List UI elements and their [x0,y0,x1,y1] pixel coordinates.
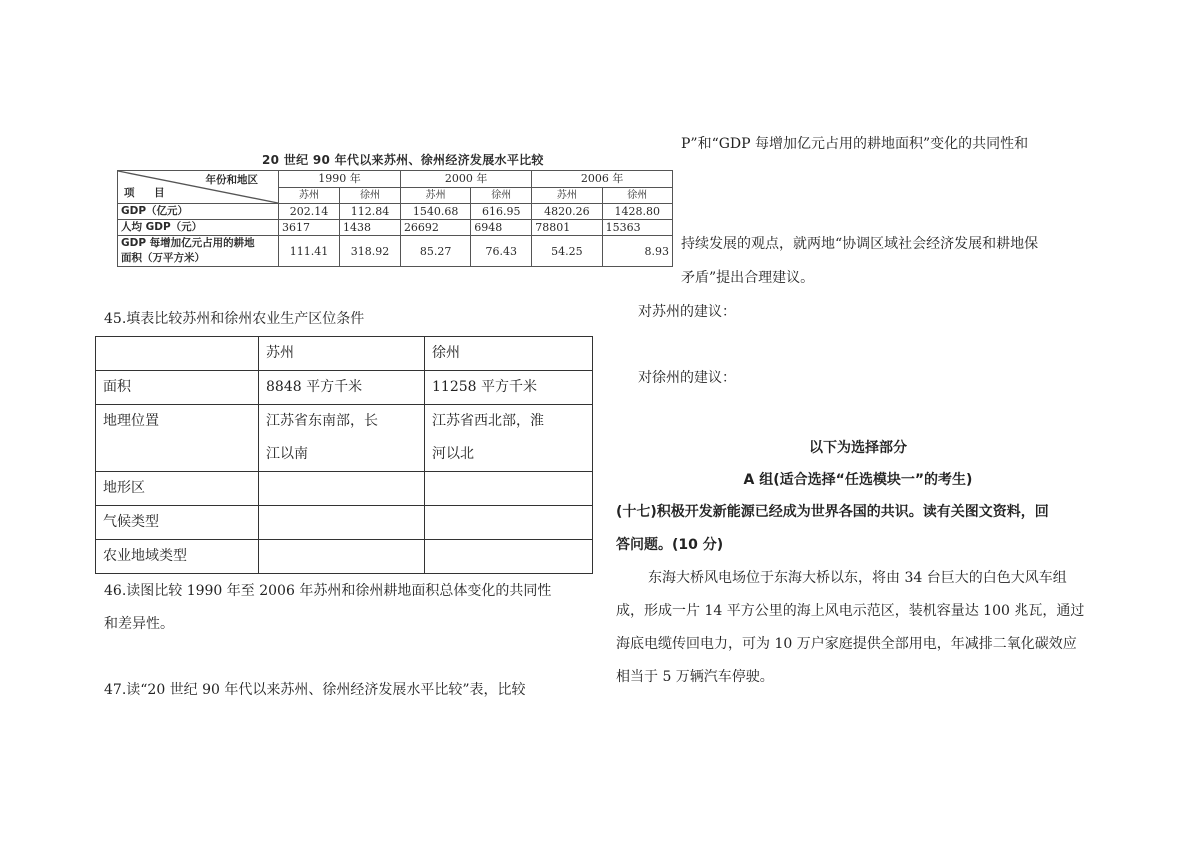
city-header: 徐州 [602,187,672,204]
table-row [96,371,593,405]
row-label: 农业地域类型 [96,540,259,574]
question-47: 47.读“20 世纪 90 年代以来苏州、徐州经济发展水平比较”表，比较 [104,682,526,698]
xuzhou-advice-label: 对徐州的建议： [638,370,736,386]
header-bottom-label: 项 目 [124,187,173,199]
row-label: GDP（亿元） [118,204,279,220]
table-cell: 11258 平方千米 [425,371,593,405]
city-header: 苏州 [400,187,470,204]
answer-cell[interactable] [425,506,593,540]
paragraph-line: 东海大桥风电场位于东海大桥以东，将由 34 台巨大的白色大风车组 [648,570,1067,586]
city-header: 苏州 [279,187,340,204]
question-17-line1: (十七)积极开发新能源已经成为世界各国的共识。读有关图文资料，回 [616,504,1049,520]
table-cell [259,405,425,472]
table-cell: 76.43 [471,236,532,267]
row-label: 人均 GDP（元） [118,220,279,236]
question-46-line1: 46.读图比较 1990 年至 2006 年苏州和徐州耕地面积总体变化的共同性 [104,583,552,599]
economy-comparison-table [117,170,673,267]
city-header: 徐州 [339,187,400,204]
table-cell [96,337,259,371]
city-header: 徐州 [471,187,532,204]
table-cell: 4820.26 [532,204,602,220]
table-cell: 26692 [400,220,470,236]
table-row [118,220,673,236]
paragraph-line: 海底电缆传回电力，可为 10 万户家庭提供全部用电，年减排二氧化碳效应 [616,636,1077,652]
header-top-label: 年份和地区 [205,174,258,186]
row-label: 地理位置 [96,405,259,472]
table-cell: 1438 [339,220,400,236]
answer-cell[interactable] [425,472,593,506]
answer-cell[interactable] [259,506,425,540]
row-label: 气候类型 [96,506,259,540]
cell-line: 河以北 [432,446,474,462]
year-header: 1990 年 [279,171,401,188]
table-row [118,236,673,267]
table-cell: 8848 平方千米 [259,371,425,405]
table-cell: 8.93 [602,236,672,267]
question-17-line2: 答问题。(10 分) [616,537,724,553]
table-row [96,405,593,472]
row-label [118,236,279,267]
row-label: 地形区 [96,472,259,506]
table-cell [425,405,593,472]
row-label-line: GDP 每增加亿元占用的耕地 [121,237,255,249]
table-row [96,337,593,371]
table-cell: 3617 [279,220,340,236]
q48-fragment-line2: 矛盾”提出合理建议。 [681,270,815,286]
section-title: 以下为选择部分 [809,440,907,456]
table-cell: 85.27 [400,236,470,267]
table-row [118,204,673,220]
suzhou-advice-label: 对苏州的建议： [638,304,736,320]
q48-fragment-line1: 持续发展的观点，就两地“协调区域社会经济发展和耕地保 [681,236,1039,252]
question-45: 45.填表比较苏州和徐州农业生产区位条件 [104,311,365,327]
table-cell: 318.92 [339,236,400,267]
table-cell: 1428.80 [602,204,672,220]
location-conditions-table [95,336,593,574]
answer-cell[interactable] [259,472,425,506]
row-label: 面积 [96,371,259,405]
cell-line: 江苏省东南部，长 [266,413,378,429]
year-header: 2000 年 [400,171,531,188]
q47-continuation: P”和“GDP 每增加亿元占用的耕地面积”变化的共同性和 [681,136,1029,152]
question-46-line2: 和差异性。 [104,616,174,632]
table-cell: 1540.68 [400,204,470,220]
table-row [96,540,593,574]
table-cell: 616.95 [471,204,532,220]
table-cell: 111.41 [279,236,340,267]
cell-line: 江以南 [266,446,308,462]
table-cell: 54.25 [532,236,602,267]
answer-cell[interactable] [425,540,593,574]
table-row [96,506,593,540]
year-header: 2006 年 [532,171,673,188]
table-cell: 徐州 [425,337,593,371]
table-cell: 202.14 [279,204,340,220]
paragraph-line: 相当于 5 万辆汽车停驶。 [616,669,774,685]
city-header: 苏州 [532,187,602,204]
table-cell: 112.84 [339,204,400,220]
group-title: A 组(适合选择“任选模块一”的考生) [743,472,973,488]
table-cell: 苏州 [259,337,425,371]
table-row [96,472,593,506]
answer-cell[interactable] [259,540,425,574]
table-cell: 15363 [602,220,672,236]
row-label-line: 面积（万平方米） [121,252,205,264]
table-cell: 6948 [471,220,532,236]
cell-line: 江苏省西北部，淮 [432,413,544,429]
scan-table-title: 20 世纪 90 年代以来苏州、徐州经济发展水平比较 [262,153,544,167]
paragraph-line: 成，形成一片 14 平方公里的海上风电示范区，装机容量达 100 兆瓦，通过 [616,603,1085,619]
table-header-diagonal [118,171,279,204]
table-cell: 78801 [532,220,602,236]
